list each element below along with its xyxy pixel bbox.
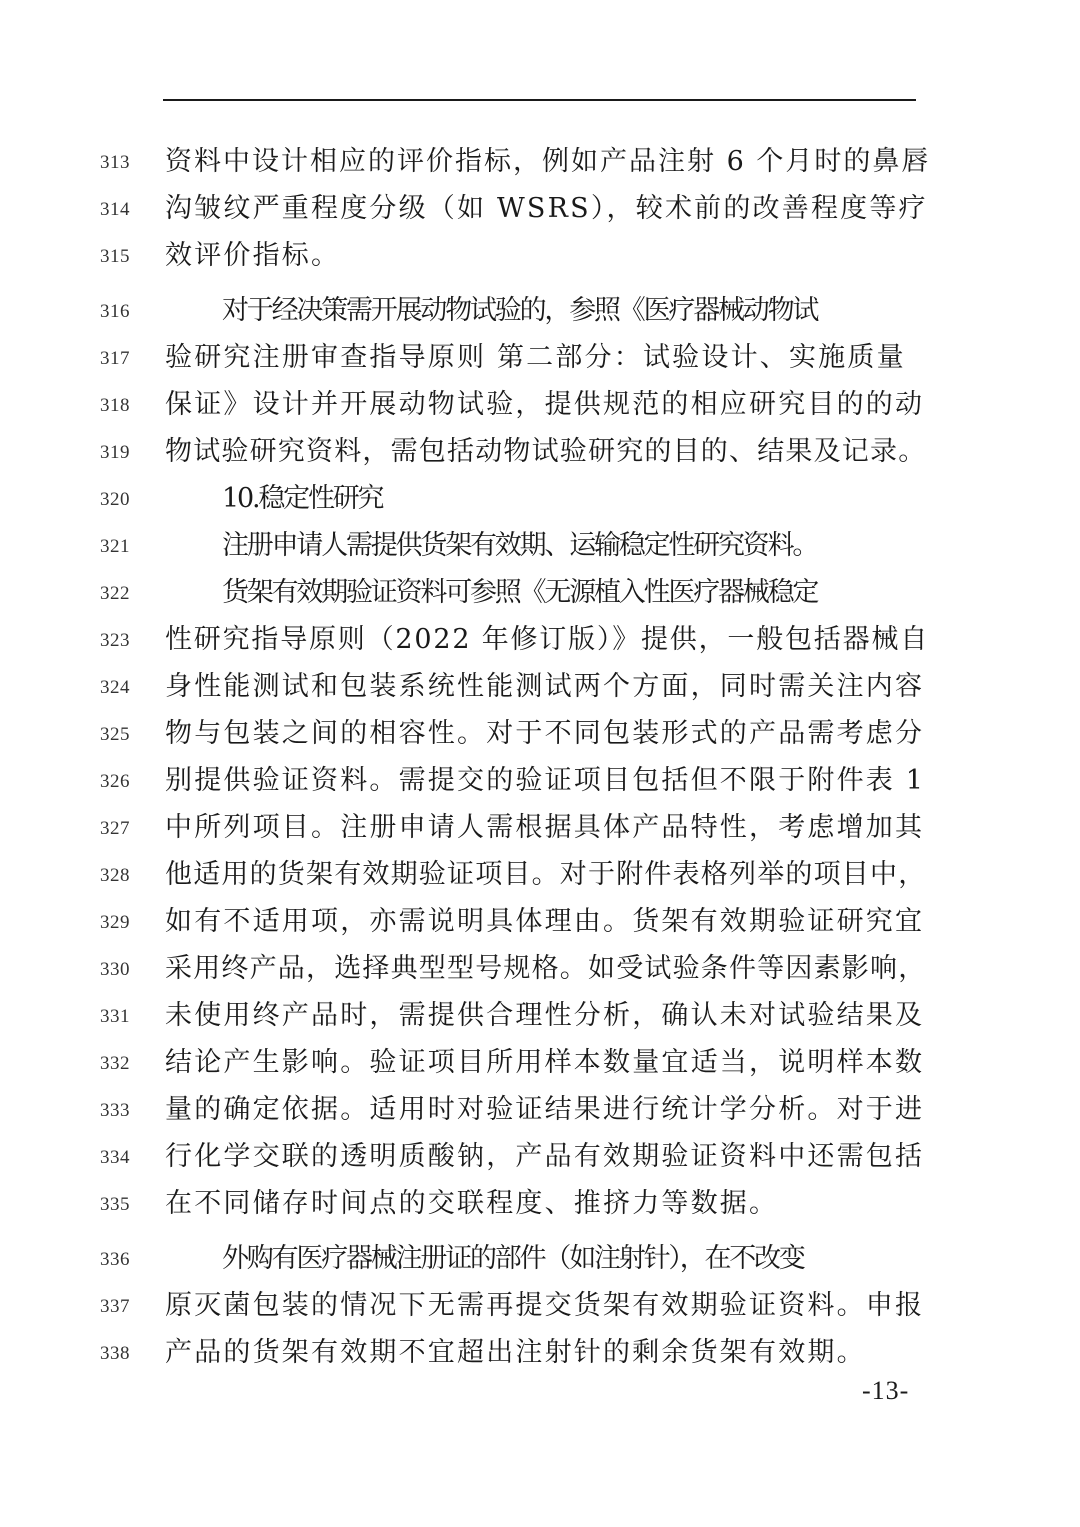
line-number: 323 <box>100 630 130 651</box>
line-text: 如有不适用项，亦需说明具体理由。货架有效期验证研究宜 <box>165 906 925 937</box>
line-number: 313 <box>100 152 130 173</box>
line-number: 329 <box>100 912 130 933</box>
text-line <box>0 182 1080 229</box>
text-line <box>0 942 1080 989</box>
line-number: 338 <box>100 1343 130 1364</box>
text-line <box>0 754 1080 801</box>
line-text: 采用终产品，选择典型型号规格。如受试验条件等因素影响， <box>165 953 927 984</box>
line-text: 资料中设计相应的评价指标，例如产品注射 6 个月时的鼻唇 <box>165 146 931 177</box>
line-text: 原灭菌包装的情况下无需再提交货架有效期验证资料。申报 <box>165 1290 925 1321</box>
text-line <box>0 472 1080 519</box>
text-line <box>0 660 1080 707</box>
text-line <box>0 519 1080 566</box>
line-text: 他适用的货架有效期验证项目。对于附件表格列举的项目中， <box>165 859 927 890</box>
line-text: 验研究注册审查指导原则 第二部分：试验设计、实施质量 <box>165 342 906 373</box>
line-text: 别提供验证资料。需提交的验证项目包括但不限于附件表 1 <box>165 765 926 796</box>
line-number: 326 <box>100 771 130 792</box>
line-number: 333 <box>100 1100 130 1121</box>
line-text: 货架有效期验证资料可参照《无源植入性医疗器械稳定 <box>222 577 818 608</box>
line-number: 316 <box>100 301 130 322</box>
line-number: 317 <box>100 348 130 369</box>
line-text: 物试验研究资料，需包括动物试验研究的目的、结果及记录。 <box>165 436 927 467</box>
line-number: 320 <box>100 489 130 510</box>
line-text: 物与包装之间的相容性。对于不同包装形式的产品需考虑分 <box>165 718 925 749</box>
line-number: 321 <box>100 536 130 557</box>
line-text: 10.稳定性研究 <box>222 483 383 514</box>
text-line <box>0 895 1080 942</box>
text-line <box>0 989 1080 1036</box>
line-number: 324 <box>100 677 130 698</box>
text-line <box>0 848 1080 895</box>
line-number: 331 <box>100 1006 130 1027</box>
line-number: 315 <box>100 246 130 267</box>
line-number: 330 <box>100 959 130 980</box>
text-line <box>0 1279 1080 1326</box>
line-text: 沟皱纹严重程度分级（如 WSRS），较术前的改善程度等疗 <box>165 193 928 224</box>
text-line <box>0 284 1080 331</box>
text-line <box>0 135 1080 182</box>
line-text: 性研究指导原则（2022 年修订版）》提供，一般包括器械自 <box>165 624 929 655</box>
line-number: 314 <box>100 199 130 220</box>
header-rule <box>163 99 916 101</box>
text-line <box>0 1232 1080 1279</box>
text-line <box>0 801 1080 848</box>
text-line <box>0 1177 1080 1224</box>
line-text: 保证》设计并开展动物试验，提供规范的相应研究目的的动 <box>165 389 925 420</box>
line-number: 328 <box>100 865 130 886</box>
text-line <box>0 229 1080 276</box>
line-number: 327 <box>100 818 130 839</box>
text-line <box>0 425 1080 472</box>
line-text: 在不同储存时间点的交联程度、推挤力等数据。 <box>165 1188 779 1219</box>
line-text: 结论产生影响。验证项目所用样本数量宜适当，说明样本数 <box>165 1047 925 1078</box>
line-text: 外购有医疗器械注册证的部件（如注射针），在不改变 <box>222 1243 804 1274</box>
line-text: 中所列项目。注册申请人需根据具体产品特性，考虑增加其 <box>165 812 925 843</box>
line-text: 注册申请人需提供货架有效期、运输稳定性研究资料。 <box>222 530 818 561</box>
line-number: 332 <box>100 1053 130 1074</box>
text-line <box>0 331 1080 378</box>
line-number: 322 <box>100 583 130 604</box>
text-line <box>0 1036 1080 1083</box>
line-text: 行化学交联的透明质酸钠，产品有效期验证资料中还需包括 <box>165 1141 925 1172</box>
text-line <box>0 1130 1080 1177</box>
line-number: 335 <box>100 1194 130 1215</box>
text-line <box>0 1326 1080 1373</box>
page-number: -13- <box>862 1376 910 1405</box>
text-line <box>0 613 1080 660</box>
line-text: 身性能测试和包装系统性能测试两个方面，同时需关注内容 <box>165 671 925 702</box>
line-text: 未使用终产品时，需提供合理性分析，确认未对试验结果及 <box>165 1000 925 1031</box>
line-text: 对于经决策需开展动物试验的，参照《医疗器械动物试 <box>222 295 818 326</box>
text-line <box>0 1083 1080 1130</box>
line-number: 334 <box>100 1147 130 1168</box>
line-text: 量的确定依据。适用时对验证结果进行统计学分析。对于进 <box>165 1094 925 1125</box>
text-line <box>0 707 1080 754</box>
document-body <box>0 135 1080 1373</box>
line-number: 337 <box>100 1296 130 1317</box>
text-line <box>0 378 1080 425</box>
line-text: 效评价指标。 <box>165 240 341 271</box>
line-number: 318 <box>100 395 130 416</box>
text-line <box>0 566 1080 613</box>
line-number: 325 <box>100 724 130 745</box>
line-number: 336 <box>100 1249 130 1270</box>
line-number: 319 <box>100 442 130 463</box>
line-text: 产品的货架有效期不宜超出注射针的剩余货架有效期。 <box>165 1337 866 1368</box>
